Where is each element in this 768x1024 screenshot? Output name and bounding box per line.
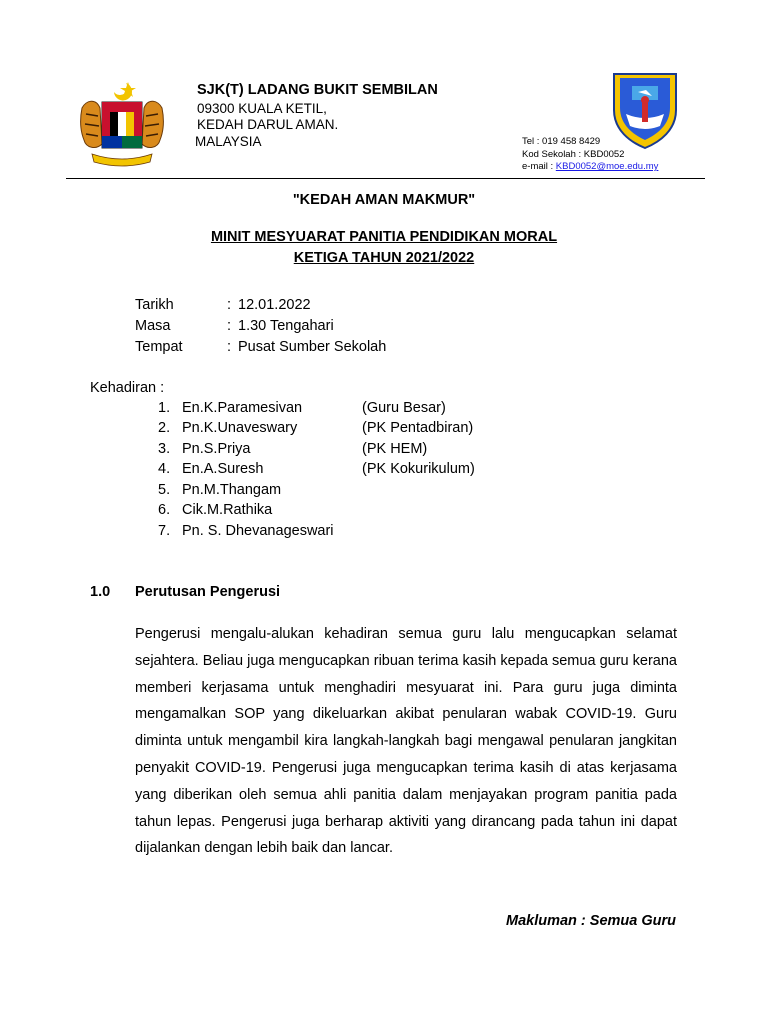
attendance-role: (PK HEM)	[362, 441, 428, 457]
attendance-role: (PK Pentadbiran)	[362, 420, 474, 436]
makluman-note: Makluman : Semua Guru	[505, 913, 676, 929]
coat-of-arms-icon	[78, 78, 166, 170]
title-text: MINIT MESYUARAT PANITIA PENDIDIKAN MORAL	[210, 229, 558, 245]
attendance-number: 3.	[158, 441, 171, 457]
attendance-number: 5.	[158, 482, 171, 498]
attendance-name: Pn.S.Priya	[182, 441, 251, 457]
attendance-role: (Guru Besar)	[362, 400, 446, 416]
attendance-number: 4.	[158, 461, 171, 477]
meta-label: Masa	[135, 318, 171, 334]
attendance-label: Kehadiran :	[90, 380, 165, 396]
section-title: Perutusan Pengerusi	[135, 584, 281, 600]
telephone: Tel : 019 458 8429	[522, 136, 601, 147]
document-title-line	[0, 229, 768, 245]
meta-colon: :	[227, 339, 232, 355]
meta-value: 1.30 Tengahari	[238, 318, 334, 334]
school-code: Kod Sekolah : KBD0052	[522, 149, 625, 160]
attendance-name: En.K.Paramesivan	[182, 400, 303, 416]
meta-label: Tempat	[135, 339, 183, 355]
motto: "KEDAH AMAN MAKMUR"	[292, 192, 476, 208]
attendance-name: En.A.Suresh	[182, 461, 264, 477]
section-number: 1.0	[90, 584, 111, 600]
school-badge-icon	[610, 70, 680, 150]
attendance-name: Cik.M.Rathika	[182, 502, 273, 518]
attendance-role: (PK Kokurikulum)	[362, 461, 475, 477]
attendance-number: 7.	[158, 523, 171, 539]
attendance-name: Pn.M.Thangam	[182, 482, 282, 498]
header-divider	[66, 178, 705, 179]
title-text: KETIGA TAHUN 2021/2022	[293, 250, 475, 266]
attendance-number: 2.	[158, 420, 171, 436]
address-line: 09300 KUALA KETIL,	[197, 101, 327, 116]
attendance-number: 1.	[158, 400, 171, 416]
meta-colon: :	[227, 297, 232, 313]
attendance-name: Pn.K.Unaveswary	[182, 420, 298, 436]
meta-value: 12.01.2022	[238, 297, 311, 313]
attendance-number: 6.	[158, 502, 171, 518]
school-name: SJK(T) LADANG BUKIT SEMBILAN	[197, 82, 438, 98]
meta-label: Tarikh	[135, 297, 174, 313]
email-label: e-mail :	[522, 161, 556, 172]
document-title-line	[0, 250, 768, 266]
email-link[interactable]: KBD0052@moe.edu.my	[555, 161, 659, 172]
address-line: KEDAH DARUL AMAN.	[197, 117, 339, 132]
email-line	[522, 161, 658, 172]
section-paragraph: Pengerusi mengalu-alukan kehadiran semua guru lalu mengucapkan selamat sejahtera. Beliau juga mengucapkan ribuan terima kasih kepada semua guru kerana memberi kerjasama untuk menghadiri mesyuarat ini. Para guru juga diminta mengamalkan SOP yang dikeluarkan akibat penularan wabak COVID-19. Guru diminta untuk mengambil kira langkah-langkah bagi mengawal penularan jangkitan penyakit COVID-19. Pengerusi juga mengucapkan terima kasih di atas kerjasama yang diberikan oleh semua ahli panitia dalam menjayakan program panitia pada tahun lepas. Pengerusi juga berharap aktiviti yang dirancang pada tahun ini dapat dijalankan dengan lebih baik dan lancar.	[135, 626, 677, 857]
address-line: MALAYSIA	[195, 134, 262, 149]
meta-value: Pusat Sumber Sekolah	[238, 339, 387, 355]
attendance-name: Pn. S. Dhevanageswari	[182, 523, 334, 539]
meta-colon: :	[227, 318, 232, 334]
